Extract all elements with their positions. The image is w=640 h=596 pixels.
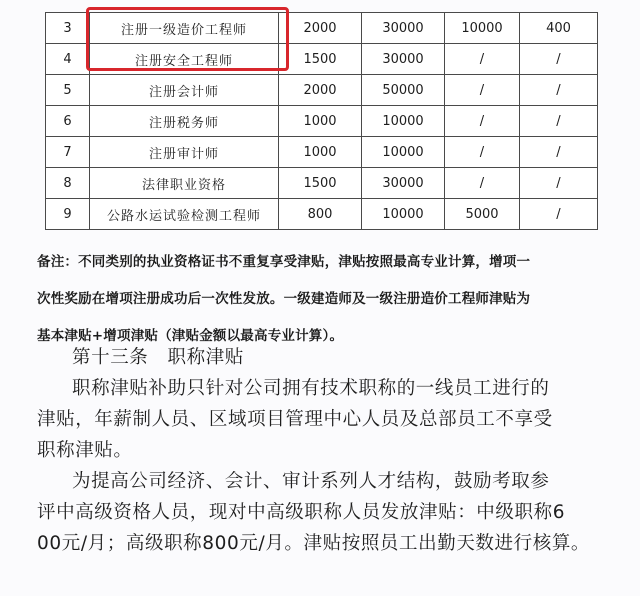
row-number: 8 [46,168,90,199]
cell-col-c: 5000 [445,199,520,230]
cell-col-a: 1500 [279,44,362,75]
paragraph-line: 职称津贴。 [37,440,133,461]
row-number: 5 [46,75,90,106]
cell-col-d: / [520,168,598,199]
cell-col-d: / [520,106,598,137]
cell-col-a: 2000 [279,13,362,44]
cell-col-c: / [445,168,520,199]
qualification-name: 注册税务师 [90,106,279,137]
paragraph-line: 为提高公司经济、会计、审计系列人才结构，鼓励考取参 [72,471,550,492]
table-row [46,13,598,44]
row-number: 9 [46,199,90,230]
cell-col-c: / [445,106,520,137]
cell-col-b: 30000 [362,168,445,199]
paragraph-line: 评中高级资格人员，现对中高级职称人员发放津贴：中级职称6 [37,502,566,523]
row-number: 7 [46,137,90,168]
row-number: 4 [46,44,90,75]
cell-col-d: / [520,44,598,75]
cell-col-b: 30000 [362,13,445,44]
cell-col-d: / [520,75,598,106]
cell-col-c: / [445,137,520,168]
table-row [46,168,598,199]
cell-col-d: 400 [520,13,598,44]
table-row [46,137,598,168]
cell-col-c: 10000 [445,13,520,44]
row-number: 6 [46,106,90,137]
qualification-name: 公路水运试验检测工程师 [90,199,279,230]
cell-col-b: 10000 [362,137,445,168]
cell-col-a: 1000 [279,106,362,137]
qualification-name: 注册审计师 [90,137,279,168]
qualification-name: 注册会计师 [90,75,279,106]
qualification-name: 注册一级造价工程师 [90,13,279,44]
qualification-name: 法律职业资格 [90,168,279,199]
cell-col-b: 50000 [362,75,445,106]
article-section [37,342,627,559]
section-heading: 第十三条 职称津贴 [72,347,244,368]
note-paragraph [37,244,622,355]
note-line: 备注：不同类别的执业资格证书不重复享受津贴，津贴按照最高专业计算，增项一 [37,254,531,270]
paragraph-line: 00元/月；高级职称800元/月。津贴按照员工出勤天数进行核算。 [37,533,591,554]
cell-col-b: 10000 [362,199,445,230]
cell-col-a: 2000 [279,75,362,106]
cell-col-b: 30000 [362,44,445,75]
table-row [46,44,598,75]
note-line: 次性奖励在增项注册成功后一次性发放。一级建造师及一级注册造价工程师津贴为 [37,291,531,307]
cell-col-a: 800 [279,199,362,230]
note-line: 基本津贴+增项津贴（津贴金额以最高专业计算）。 [37,328,344,344]
cell-col-d: / [520,137,598,168]
cell-col-a: 1500 [279,168,362,199]
paragraph-line: 职称津贴补助只针对公司拥有技术职称的一线员工进行的 [72,378,550,399]
qualification-name: 注册安全工程师 [90,44,279,75]
cell-col-a: 1000 [279,137,362,168]
table-row [46,199,598,230]
paragraph-line: 津贴，年薪制人员、区域项目管理中心人员及总部员工不享受 [37,409,553,430]
table-row [46,75,598,106]
cell-col-c: / [445,44,520,75]
table-row [46,106,598,137]
cell-col-c: / [445,75,520,106]
allowance-table [45,12,598,230]
cell-col-b: 10000 [362,106,445,137]
cell-col-d: / [520,199,598,230]
row-number: 3 [46,13,90,44]
